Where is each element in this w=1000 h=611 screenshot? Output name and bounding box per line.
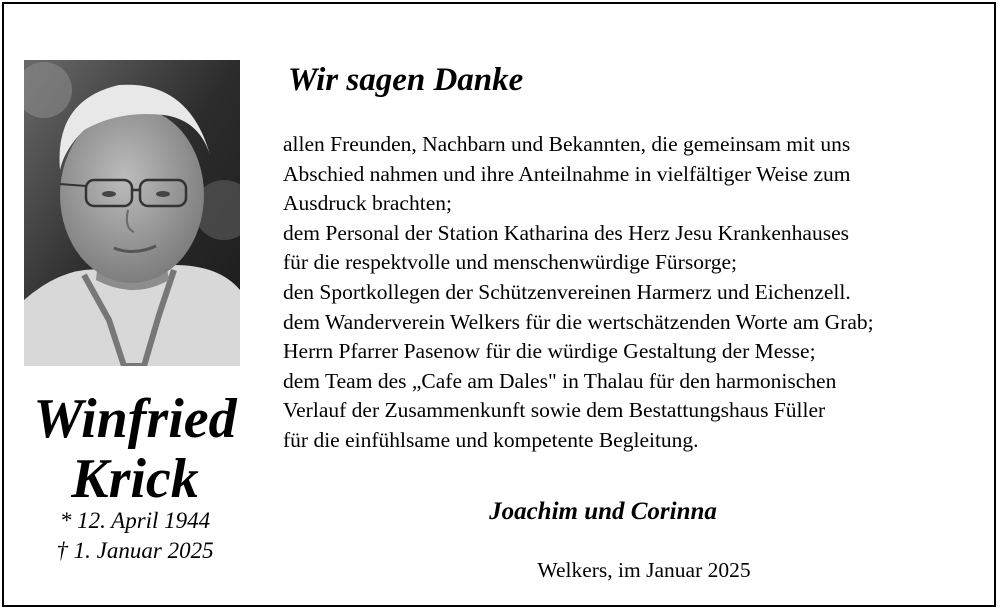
thanks-text: [283, 130, 983, 456]
text-line: allen Freunden, Nachbarn und Bekannten, die gemeinsam mit uns: [283, 132, 851, 156]
text-line: den Sportkollegen der Schützenvereinen Harmerz und Eichenzell.: [283, 279, 851, 304]
text-line: Abschied nahmen und ihre Anteilnahme in vielfältiger Weise zum: [283, 161, 851, 186]
birth-date: * 12. April 1944: [59, 508, 211, 533]
text-line: Ausdruck brachten;: [283, 191, 452, 216]
portrait-photo: [24, 60, 240, 366]
text-line: für die respektvolle und menschenwürdige Fürsorge;: [283, 250, 737, 275]
deceased-first-name: Winfried: [33, 388, 237, 450]
signature: Joachim und Corinna: [489, 498, 717, 525]
text-line: dem Team des „Cafe am Dales" in Thalau für den harmonischen: [283, 368, 837, 393]
text-line: Verlauf der Zusammenkunft sowie dem Bestattungshaus Füller: [283, 398, 826, 423]
death-date: † 1. Januar 2025: [56, 538, 214, 563]
text-line: für die einfühlsame und kompetente Begleitung.: [283, 427, 699, 452]
deceased-last-name: Krick: [71, 448, 199, 510]
text-line: dem Personal der Station Katharina des Herz Jesu Krankenhauses: [283, 220, 849, 245]
text-line: dem Wanderverein Welkers für die wertschätzenden Worte am Grab;: [283, 309, 874, 334]
text-line: Herrn Pfarrer Pasenow für die würdige Gestaltung der Messe;: [283, 339, 816, 364]
notice-heading: Wir sagen Danke: [288, 62, 524, 98]
place-date: Welkers, im Januar 2025: [537, 558, 751, 582]
